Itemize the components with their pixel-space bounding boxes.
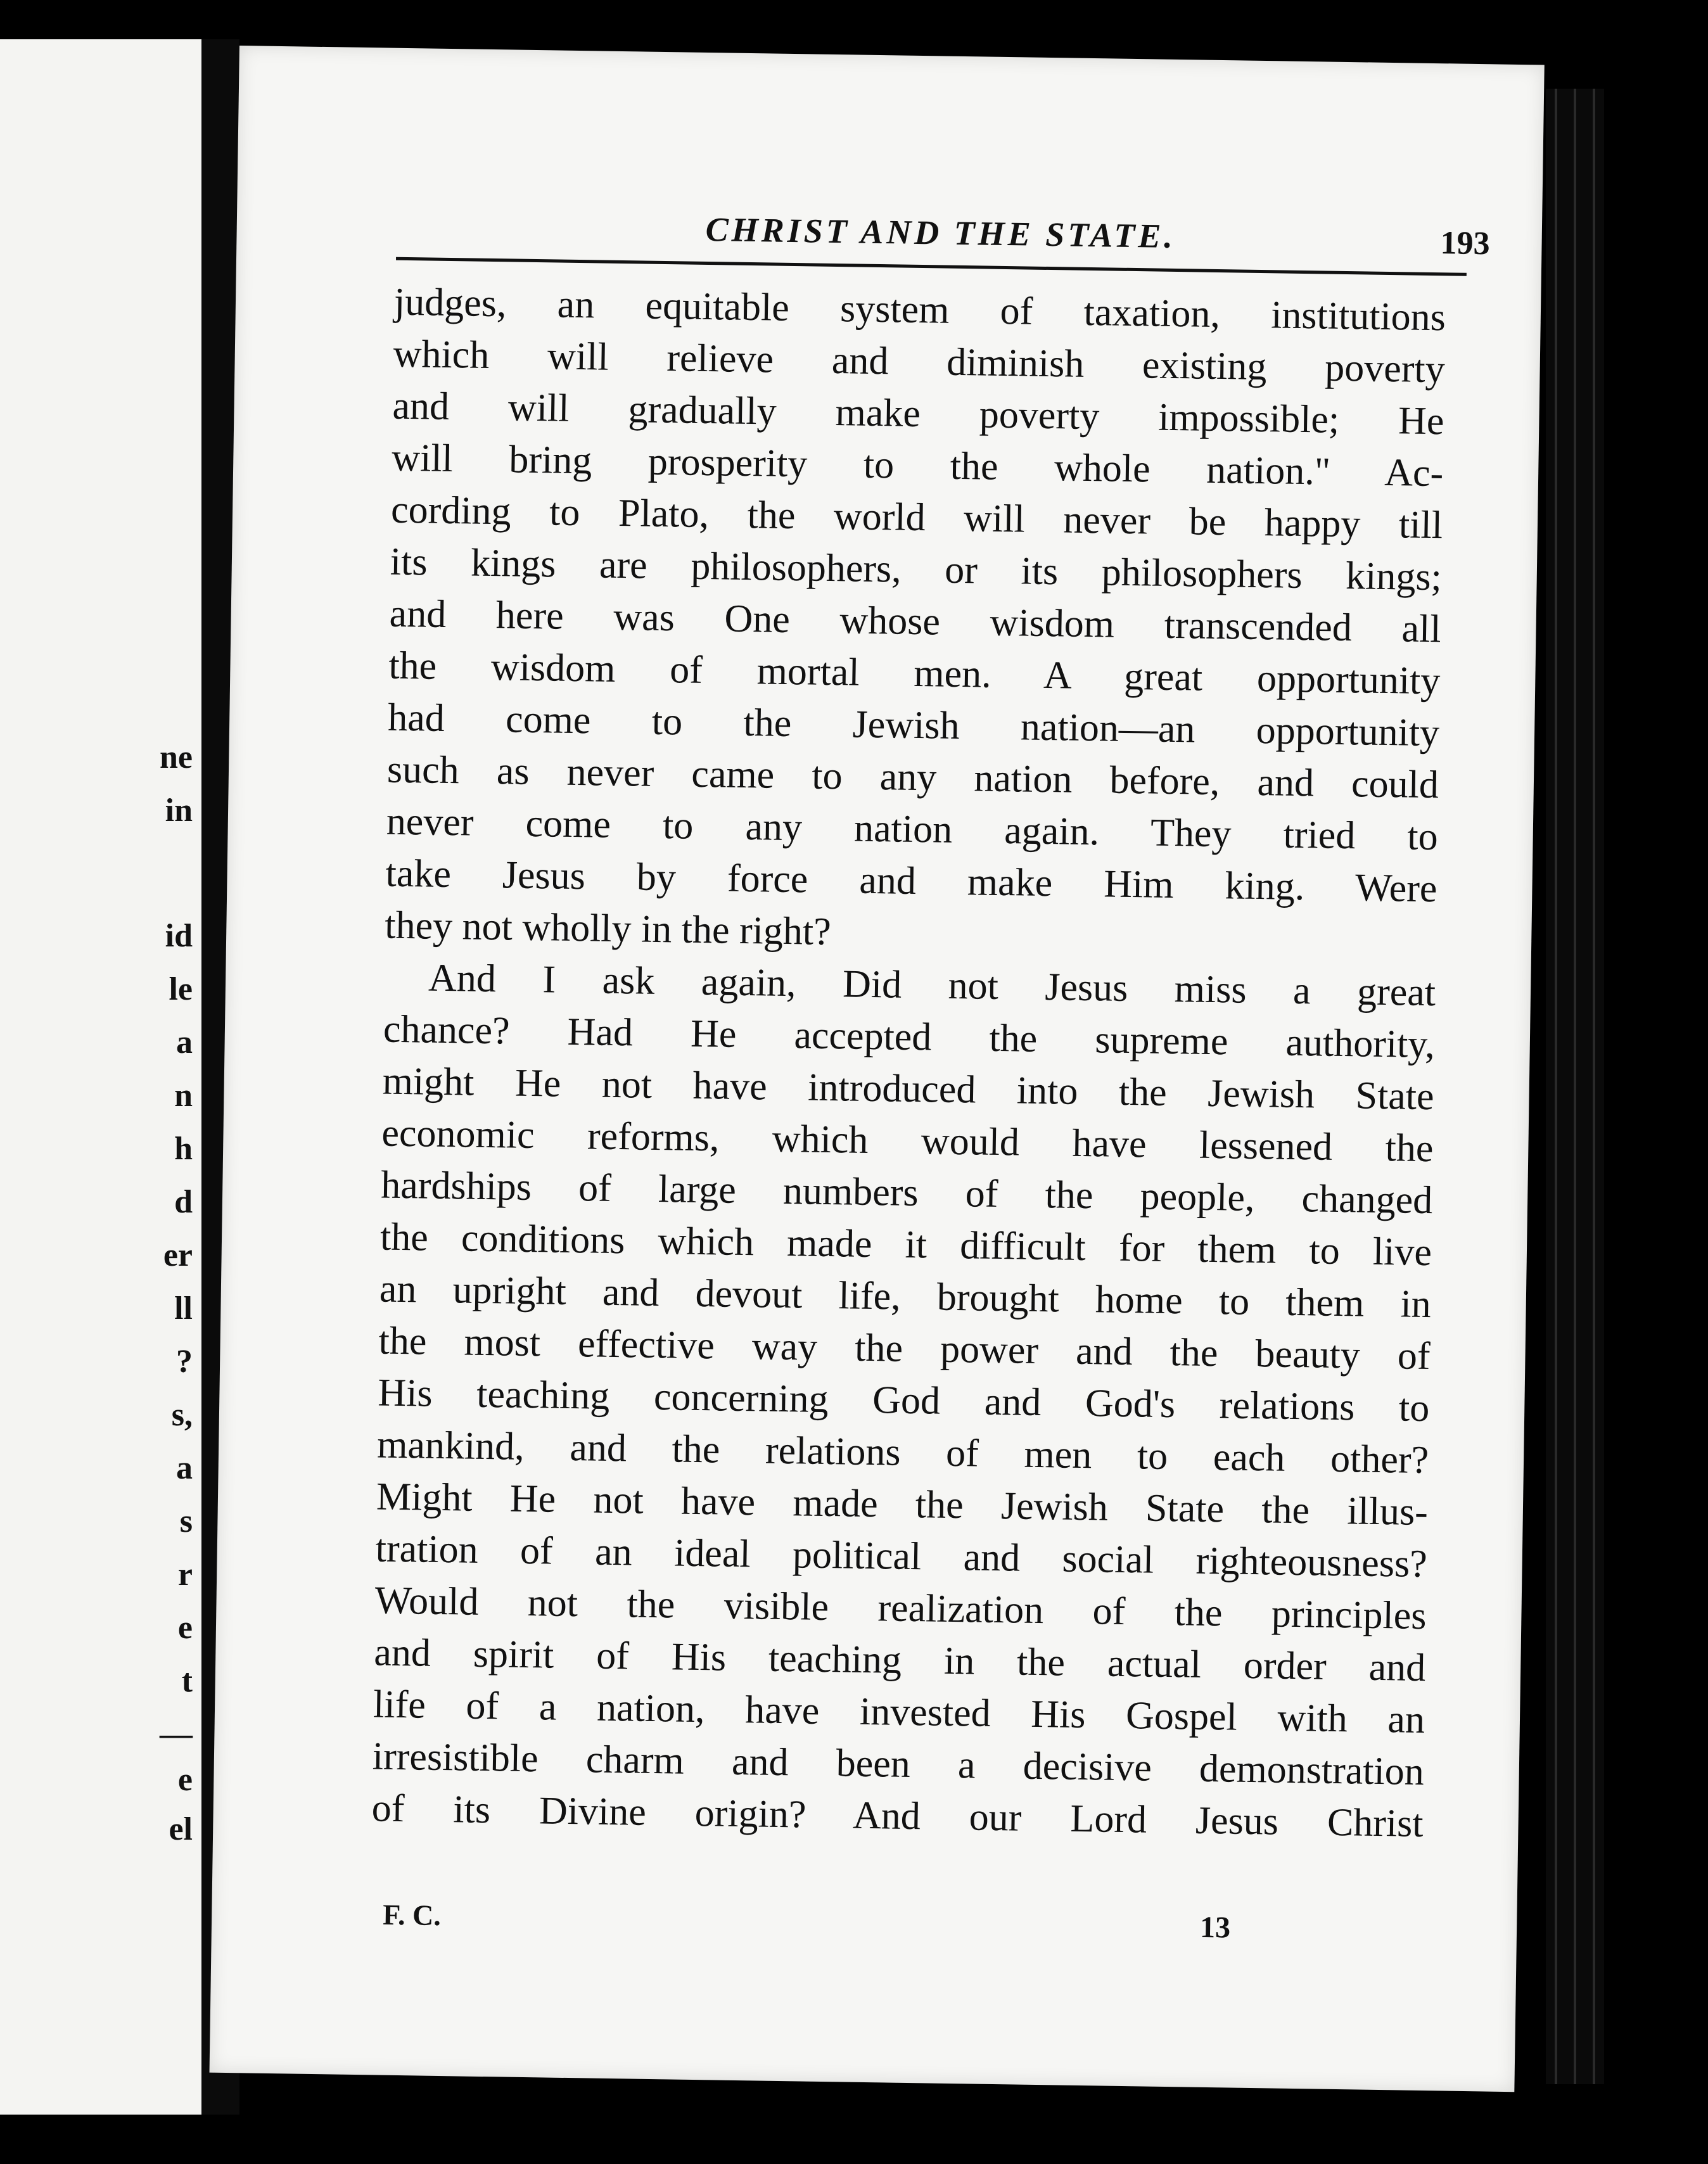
signature-mark: F. C. <box>382 1898 442 1932</box>
left-page-fragment: ne <box>160 739 193 775</box>
left-page-fragment: le <box>169 971 193 1007</box>
text-line: will bring prosperity to the whole nation." Ac- <box>391 436 1444 495</box>
left-page-fragment: s <box>179 1503 193 1539</box>
left-page-fragment: ll <box>174 1290 193 1327</box>
text-line: of its Divine origin? And our Lord Jesus Christ <box>371 1786 1424 1846</box>
text-line: the conditions which made it difficult for them to live <box>379 1215 1432 1275</box>
header-rule <box>396 257 1467 276</box>
left-page-fragment: id <box>165 918 193 954</box>
left-page-fragment: n <box>174 1078 193 1114</box>
running-head <box>388 194 1490 277</box>
text-line: take Jesus by force and make Him king. Were <box>385 851 1437 911</box>
left-page-fragment: e <box>177 1762 193 1798</box>
text-line: had come to the Jewish nation—an opportunity <box>387 696 1440 755</box>
left-page-fragment: e <box>177 1610 193 1646</box>
text-line: mankind, and the relations of men to each other? <box>376 1423 1429 1482</box>
text-line: might He not have introduced into the Jewish State <box>382 1059 1435 1119</box>
text-line: cording to Plato, the world will never be happy till <box>390 488 1443 547</box>
text-line: and will gradually make poverty impossible; He <box>392 384 1444 443</box>
text-line: And I ask again, Did not Jesus miss a great <box>428 956 1436 1015</box>
left-page-fragment: a <box>176 1024 193 1060</box>
text-line: Might He not have made the Jewish State the illus- <box>376 1475 1429 1534</box>
text-line: His teaching concerning God and God's relations to <box>377 1371 1430 1430</box>
left-page <box>0 39 205 2115</box>
page-stack-edge <box>1546 89 1604 2084</box>
left-page-fragment: r <box>177 1556 193 1593</box>
text-line: chance? Had He accepted the supreme authority, <box>383 1007 1436 1067</box>
text-line: such as never came to any nation before, and could <box>386 748 1439 807</box>
left-page-fragment: ? <box>176 1344 193 1380</box>
text-line: the wisdom of mortal men. A great opportunity <box>388 644 1441 703</box>
left-page-fragment: t <box>181 1663 193 1699</box>
text-line: hardships of large numbers of the people, changed <box>380 1163 1433 1223</box>
running-title: CHRIST AND THE STATE. <box>705 210 1176 255</box>
text-line: irresistible charm and been a decisive demonstration <box>372 1734 1425 1794</box>
left-page-fragment: el <box>169 1811 193 1847</box>
text-line: Would not the visible realization of the principles <box>374 1579 1427 1638</box>
left-page-fragment: d <box>174 1184 193 1220</box>
text-line: never come to any nation again. They tried to <box>386 799 1439 859</box>
right-page <box>210 46 1545 2092</box>
page-number: 193 <box>1440 225 1490 262</box>
text-line: an upright and devout life, brought home to them in <box>379 1267 1432 1327</box>
text-line: life of a nation, have invested His Gospel with an <box>373 1683 1425 1742</box>
left-page-fragment: a <box>176 1450 193 1486</box>
left-page-fragment: er <box>163 1237 193 1273</box>
signature-number: 13 <box>1199 1910 1231 1945</box>
text-line: tration of an ideal political and social righteousness? <box>375 1527 1428 1586</box>
text-line: judges, an equitable system of taxation, institutions <box>393 280 1446 340</box>
text-line: which will relieve and diminish existing poverty <box>393 332 1446 391</box>
left-page-fragment: — <box>160 1716 193 1752</box>
left-page-fragment: s, <box>171 1397 193 1433</box>
text-line: the most effective way the power and the beauty of <box>378 1319 1431 1378</box>
text-line: its kings are philosophers, or its philosophers kings; <box>390 540 1443 599</box>
left-page-fragment: in <box>165 792 193 829</box>
body-text <box>371 276 1446 1850</box>
text-line: they not wholly in the right? <box>384 903 832 954</box>
text-line: and here was One whose wisdom transcended all <box>389 592 1442 651</box>
left-page-fragment: h <box>174 1131 193 1167</box>
text-line: and spirit of His teaching in the actual order and <box>373 1631 1426 1690</box>
text-line: economic reforms, which would have lessened the <box>381 1111 1434 1171</box>
